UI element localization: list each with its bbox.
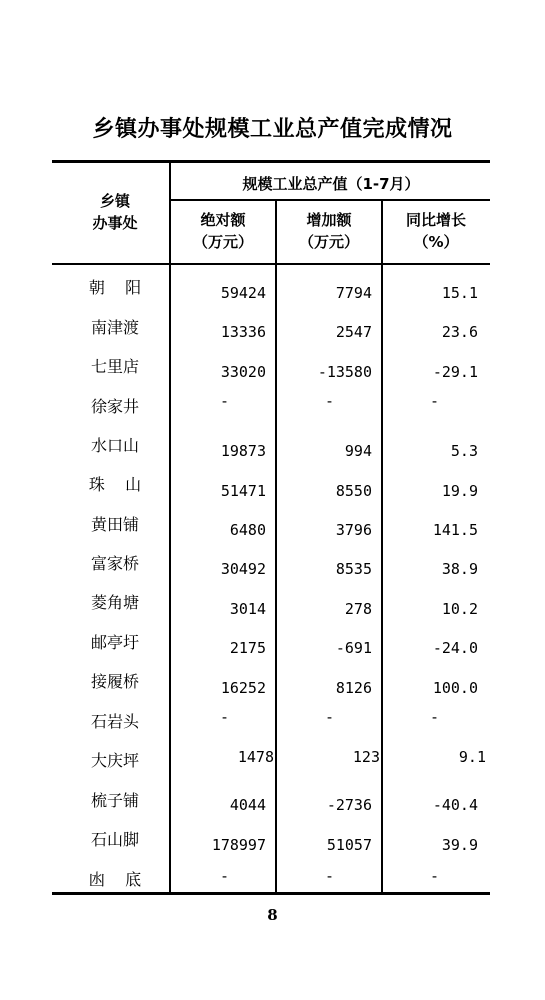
cell-growth: 15.1 bbox=[441, 284, 478, 302]
cell-increase: 7794 bbox=[335, 284, 372, 302]
col-header-absolute bbox=[171, 209, 275, 253]
cell-absolute: - bbox=[220, 708, 230, 726]
cell-growth: 19.9 bbox=[441, 482, 478, 500]
row-label: 大庆坪 bbox=[90, 751, 139, 770]
cell-increase: 51057 bbox=[326, 836, 372, 854]
row-label: 石山脚 bbox=[90, 830, 139, 849]
cell-growth: -40.4 bbox=[432, 796, 478, 814]
cell-absolute: - bbox=[220, 867, 230, 885]
row-label: 徐家井 bbox=[90, 397, 139, 416]
row-label: 邮亭圩 bbox=[90, 633, 139, 652]
cell-growth: - bbox=[430, 392, 440, 410]
cell-increase: -2736 bbox=[326, 796, 372, 814]
cell-growth: 39.9 bbox=[441, 836, 478, 854]
cell-absolute: 59424 bbox=[220, 284, 266, 302]
row-label: 凼 底 bbox=[88, 870, 142, 889]
row-label: 珠 山 bbox=[88, 475, 142, 494]
row-label: 朝 阳 bbox=[88, 278, 142, 297]
row-label: 富家桥 bbox=[90, 554, 139, 573]
header-bottom-rule bbox=[52, 263, 490, 265]
cell-growth: 23.6 bbox=[441, 323, 478, 341]
col-header-increase-line-2: （万元） bbox=[298, 233, 359, 251]
col-header-growth-line-1: 同比增长 bbox=[405, 211, 466, 229]
cell-increase: 3796 bbox=[335, 521, 372, 539]
row-label: 石岩头 bbox=[90, 712, 139, 731]
row-label: 水口山 bbox=[90, 436, 139, 455]
page-title: 乡镇办事处规模工业总产值完成情况 bbox=[92, 117, 453, 142]
column-divider-3 bbox=[381, 200, 383, 893]
col-header-growth-line-2: （%） bbox=[413, 233, 459, 251]
cell-absolute: 3014 bbox=[229, 600, 266, 618]
page-number: 8 bbox=[267, 906, 278, 924]
row-label: 梳子铺 bbox=[90, 791, 139, 810]
group-header: 规模工业总产值（1-7月） bbox=[242, 175, 420, 193]
cell-increase: -691 bbox=[335, 639, 372, 657]
row-label: 南津渡 bbox=[90, 318, 139, 337]
cell-growth: 10.2 bbox=[441, 600, 478, 618]
col-header-growth bbox=[383, 209, 489, 253]
cell-absolute: 178997 bbox=[211, 836, 266, 854]
col-header-increase bbox=[277, 209, 381, 253]
row-header-line-1: 乡镇 bbox=[99, 192, 130, 210]
cell-increase: 2547 bbox=[335, 323, 372, 341]
cell-increase: 123 bbox=[352, 748, 380, 766]
cell-increase: 8535 bbox=[335, 560, 372, 578]
cell-growth: - bbox=[430, 867, 440, 885]
cell-growth: 9.1 bbox=[458, 748, 486, 766]
cell-growth: 38.9 bbox=[441, 560, 478, 578]
row-label: 七里店 bbox=[90, 357, 139, 376]
cell-absolute: 16252 bbox=[220, 679, 266, 697]
cell-absolute: 6480 bbox=[229, 521, 266, 539]
cell-growth: 5.3 bbox=[450, 442, 478, 460]
cell-growth: 141.5 bbox=[432, 521, 478, 539]
cell-absolute: 19873 bbox=[220, 442, 266, 460]
cell-increase: - bbox=[325, 867, 335, 885]
cell-increase: - bbox=[325, 708, 335, 726]
cell-increase: - bbox=[325, 392, 335, 410]
cell-increase: 994 bbox=[344, 442, 372, 460]
cell-absolute: 13336 bbox=[220, 323, 266, 341]
row-label: 黄田铺 bbox=[90, 515, 139, 534]
col-header-absolute-line-1: 绝对额 bbox=[200, 211, 246, 229]
col-header-absolute-line-2: （万元） bbox=[192, 233, 253, 251]
cell-increase: 8550 bbox=[335, 482, 372, 500]
table-top-rule bbox=[52, 160, 490, 163]
cell-absolute: 30492 bbox=[220, 560, 266, 578]
cell-growth: -29.1 bbox=[432, 363, 478, 381]
group-header-rule bbox=[170, 199, 490, 201]
cell-absolute: 1478 bbox=[237, 748, 274, 766]
cell-absolute: 33020 bbox=[220, 363, 266, 381]
cell-absolute: 2175 bbox=[229, 639, 266, 657]
column-divider-2 bbox=[275, 200, 277, 893]
cell-absolute: 4044 bbox=[229, 796, 266, 814]
cell-increase: 278 bbox=[344, 600, 372, 618]
cell-increase: 8126 bbox=[335, 679, 372, 697]
table-bottom-rule bbox=[52, 892, 490, 895]
cell-increase: -13580 bbox=[317, 363, 372, 381]
row-header-line-2: 办事处 bbox=[92, 214, 138, 232]
cell-growth: -24.0 bbox=[432, 639, 478, 657]
col-header-increase-line-1: 增加额 bbox=[306, 211, 352, 229]
cell-absolute: - bbox=[220, 392, 230, 410]
cell-absolute: 51471 bbox=[220, 482, 266, 500]
cell-growth: - bbox=[430, 708, 440, 726]
row-header bbox=[60, 190, 170, 234]
row-label: 菱角塘 bbox=[90, 593, 139, 612]
row-label: 接履桥 bbox=[90, 672, 139, 691]
cell-growth: 100.0 bbox=[432, 679, 478, 697]
